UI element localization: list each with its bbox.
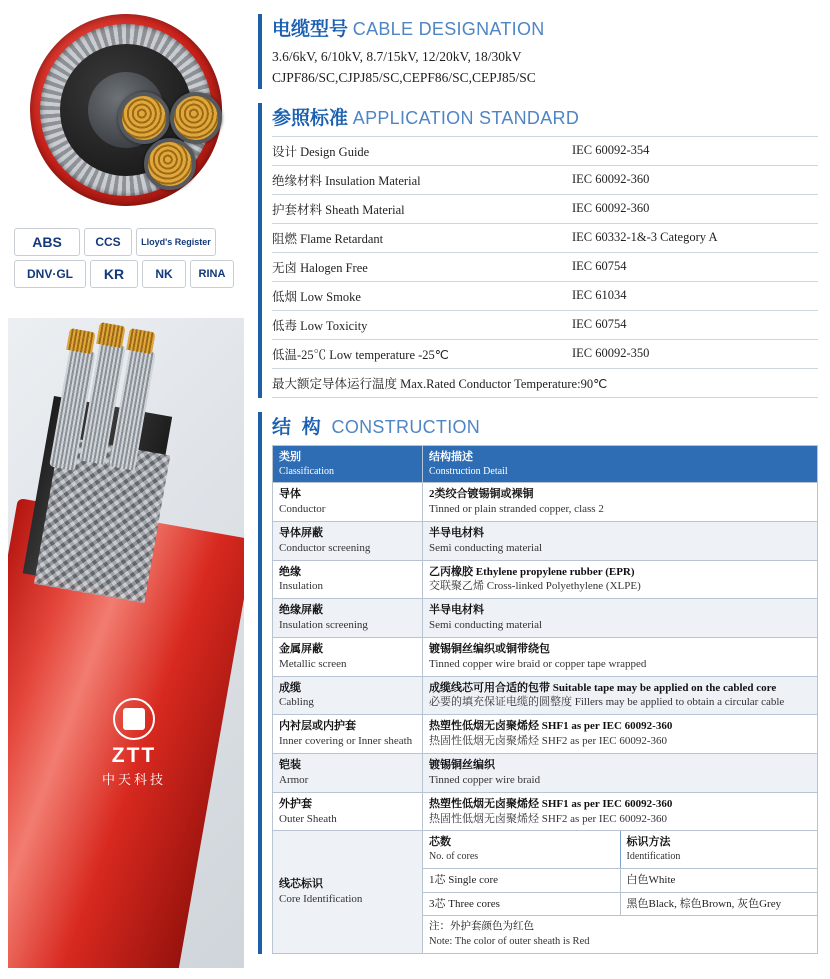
construction-col-classification xyxy=(273,445,423,482)
classification-en: Cabling xyxy=(279,696,314,709)
standard-key: 绝缘材料 Insulation Material xyxy=(272,165,572,194)
detail-line-1: 2类绞合镀锡铜或裸铜 xyxy=(429,488,534,501)
cert-logo-label: Lloyd's Register xyxy=(141,236,211,247)
standard-heading-en: APPLICATION STANDARD xyxy=(352,107,580,128)
detail-line-1: 热塑性低烟无卤聚烯烃 SHF1 as per IEC 60092-360 xyxy=(429,797,673,810)
subheader-cores-cn: 芯数 xyxy=(429,836,451,849)
construction-detail xyxy=(423,637,818,676)
cert-logo-lloyds xyxy=(136,228,216,256)
construction-detail xyxy=(423,676,818,715)
standard-max-temperature: 最大额定导体运行温度 Max.Rated Conductor Temperature:90℃ xyxy=(272,368,818,397)
cert-logo-ccs xyxy=(84,228,132,256)
standard-key: 低毒 Low Toxicity xyxy=(272,310,572,339)
classification-cn: 导体 xyxy=(279,488,301,501)
core-identification-note xyxy=(423,916,818,953)
detail-line-1: 成缆线芯可用合适的包带 Suitable tape may be applied on the cabled core xyxy=(429,681,777,694)
sheath-layer xyxy=(30,14,222,206)
cert-logo-label: RINA xyxy=(198,267,226,280)
classification-cn: 成缆 xyxy=(279,681,301,694)
conductor-1 xyxy=(118,92,170,144)
cable-cross-section-image xyxy=(8,14,244,224)
subheader-ident-cn: 标识方法 xyxy=(626,836,671,849)
standard-value: IEC 60092-354 xyxy=(572,136,818,165)
detail-line-1: 半导电材料 xyxy=(429,604,484,617)
construction-table-header-row xyxy=(273,445,818,482)
detail-line-1: 乙丙橡胶 Ethylene propylene rubber (EPR) xyxy=(429,565,635,578)
standard-heading-cn: 参照标准 xyxy=(272,107,349,129)
detail-line-2: Tinned copper wire braid xyxy=(429,773,541,786)
construction-heading xyxy=(272,412,818,439)
core-subtable-header xyxy=(423,831,817,867)
construction-detail xyxy=(423,560,818,599)
col-header-cn: 结构描述 xyxy=(429,450,473,463)
classification-en: Insulation xyxy=(279,580,323,593)
standard-key: 阻燃 Flame Retardant xyxy=(272,223,572,252)
detail-line-2: Tinned or plain stranded copper, class 2 xyxy=(429,503,604,516)
detail-line-1: 镀锡铜丝编织或铜带绕包 xyxy=(429,642,550,655)
core-identification-classification xyxy=(273,831,423,953)
table-row xyxy=(272,339,818,368)
table-row xyxy=(273,754,818,793)
standard-value: IEC 60754 xyxy=(572,252,818,281)
classification-cn: 绝缘屏蔽 xyxy=(279,604,323,617)
cert-logo-label: KR xyxy=(103,266,125,282)
designation-heading-cn: 电缆型号 xyxy=(272,19,349,40)
designation-heading xyxy=(272,14,818,41)
classification-en: Armor xyxy=(279,773,309,786)
standard-value: IEC 60092-360 xyxy=(572,165,818,194)
core-subtable-row xyxy=(423,893,817,916)
braid-layer xyxy=(40,24,212,196)
classification-cn: 线芯标识 xyxy=(279,878,323,891)
cert-logo-abs xyxy=(14,228,80,256)
ztt-logo-name: ZTT xyxy=(111,744,157,767)
standard-value: IEC 61034 xyxy=(572,281,818,310)
inner-sheath-layer xyxy=(60,44,192,176)
ztt-logo-cn: 中天科技 xyxy=(101,772,166,787)
core-identification-row-1 xyxy=(423,868,818,892)
table-row xyxy=(273,560,818,599)
table-row xyxy=(273,483,818,522)
section-cable-designation xyxy=(258,14,818,89)
table-row xyxy=(272,223,818,252)
core-color: 白色White xyxy=(620,869,817,892)
classification-en: Inner covering or Inner sheath xyxy=(279,735,413,748)
classification-en: Core Identification xyxy=(279,893,363,906)
subheader-cores xyxy=(423,831,620,867)
classification-cn: 外护套 xyxy=(279,797,312,810)
standard-value: IEC 60754 xyxy=(572,310,818,339)
construction-classification xyxy=(273,754,423,793)
construction-detail xyxy=(423,599,818,638)
designation-types: CJPF86/SC,CJPJ85/SC,CEPF86/SC,CEPJ85/SC xyxy=(272,69,536,85)
core-identification-header-row xyxy=(273,831,818,868)
cable-conductor-tip-1 xyxy=(66,328,95,354)
standard-key: 护套材料 Sheath Material xyxy=(272,194,572,223)
table-row xyxy=(273,715,818,754)
standard-key: 低烟 Low Smoke xyxy=(272,281,572,310)
construction-classification xyxy=(273,560,423,599)
construction-heading-cn: 结 构 xyxy=(272,416,324,438)
table-row xyxy=(273,521,818,560)
col-header-cn: 类别 xyxy=(279,450,301,463)
detail-line-2: 必要的填充保证电缆的圆整度 Fillers may be applied to obtain a circular cable xyxy=(429,696,785,709)
cert-logo-label: ABS xyxy=(32,234,62,250)
right-column xyxy=(258,14,818,954)
cert-logo-label: NK xyxy=(155,267,173,281)
detail-line-1: 镀锡铜丝编织 xyxy=(429,759,495,771)
classification-cn: 铠装 xyxy=(279,759,301,771)
detail-line-2: 热固性低烟无卤聚烯烃 SHF2 as per IEC 60092-360 xyxy=(429,735,668,748)
cable-conductor-tip-2 xyxy=(96,322,125,348)
detail-line-2: Semi conducting material xyxy=(429,541,543,554)
classification-en: Insulation screening xyxy=(279,619,368,632)
table-row xyxy=(272,136,818,165)
cable-product-photo xyxy=(8,318,244,968)
cert-logo-dnvgl xyxy=(14,260,86,288)
construction-classification xyxy=(273,715,423,754)
cable-conductor-tip-3 xyxy=(126,328,155,354)
table-row xyxy=(273,676,818,715)
designation-voltages: 3.6/6kV, 6/10kV, 8.7/15kV, 12/20kV, 18/30kV xyxy=(272,49,522,64)
ztt-logo xyxy=(88,698,180,788)
standard-key: 设计 Design Guide xyxy=(272,136,572,165)
conductor-3 xyxy=(144,138,196,190)
detail-line-1: 半导电材料 xyxy=(429,526,484,539)
core-identification-row-2 xyxy=(423,892,818,916)
standard-value: IEC 60092-350 xyxy=(572,339,818,368)
construction-detail xyxy=(423,521,818,560)
table-row xyxy=(423,831,817,867)
core-color: 黑色Black, 棕色Brown, 灰色Grey xyxy=(620,893,817,916)
table-row xyxy=(272,165,818,194)
note-en: Note: The color of outer sheath is Red xyxy=(429,935,590,947)
standard-table xyxy=(272,136,818,398)
construction-detail xyxy=(423,754,818,793)
left-column xyxy=(0,0,252,979)
detail-line-2: Semi conducting material xyxy=(429,619,543,632)
section-construction xyxy=(258,412,818,954)
construction-col-detail xyxy=(423,445,818,482)
certification-logos xyxy=(14,228,240,308)
cert-logo-nk xyxy=(142,260,186,288)
classification-cn: 金属屏蔽 xyxy=(279,642,323,655)
table-row xyxy=(272,194,818,223)
construction-classification xyxy=(273,676,423,715)
subheader-ident-en: Identification xyxy=(626,851,681,863)
standard-value: IEC 60092-360 xyxy=(572,194,818,223)
construction-detail xyxy=(423,715,818,754)
cable-core xyxy=(88,72,164,148)
construction-heading-en: CONSTRUCTION xyxy=(331,416,481,437)
detail-line-2: 交联聚乙烯 Cross-linked Polyethylene (XLPE) xyxy=(429,580,641,593)
section-application-standard xyxy=(258,103,818,398)
standard-key: 无卤 Halogen Free xyxy=(272,252,572,281)
table-row xyxy=(272,281,818,310)
classification-cn: 导体屏蔽 xyxy=(279,526,323,539)
standard-value: IEC 60332-1&-3 Category A xyxy=(572,223,818,252)
cert-logo-label: DNV·GL xyxy=(27,267,73,281)
classification-en: Outer Sheath xyxy=(279,812,337,825)
core-subtable-row xyxy=(423,869,817,892)
subheader-identification xyxy=(620,831,817,867)
subheader-cores-en: No. of cores xyxy=(429,851,479,863)
standard-key: 低温-25℃ Low temperature -25℃ xyxy=(272,339,572,368)
note-cn: 注：外护套颜色为红色 xyxy=(429,921,534,933)
cert-logo-kr xyxy=(90,260,138,288)
construction-classification xyxy=(273,599,423,638)
detail-line-1: 热塑性低烟无卤聚烯烃 SHF1 as per IEC 60092-360 xyxy=(429,720,673,733)
construction-detail xyxy=(423,792,818,831)
cert-logo-rina xyxy=(190,260,234,288)
col-header-en: Classification xyxy=(279,465,334,477)
construction-table xyxy=(272,445,818,954)
core-count: 3芯 Three cores xyxy=(423,893,620,916)
classification-en: Conductor xyxy=(279,503,326,516)
table-row xyxy=(272,252,818,281)
table-row xyxy=(273,599,818,638)
classification-cn: 绝缘 xyxy=(279,565,301,578)
construction-classification xyxy=(273,792,423,831)
core-identification-subtable xyxy=(423,831,818,868)
table-row xyxy=(273,637,818,676)
cert-logo-label: CCS xyxy=(95,235,121,249)
classification-en: Metallic screen xyxy=(279,657,347,670)
classification-en: Conductor screening xyxy=(279,541,371,554)
designation-heading-en: CABLE DESIGNATION xyxy=(352,19,545,39)
standard-heading xyxy=(272,103,818,130)
table-row xyxy=(272,310,818,339)
construction-classification xyxy=(273,483,423,522)
construction-classification xyxy=(273,637,423,676)
table-row xyxy=(423,893,817,916)
table-row xyxy=(273,792,818,831)
table-row xyxy=(423,869,817,892)
core-count: 1芯 Single core xyxy=(423,869,620,892)
ztt-mark-icon xyxy=(113,698,155,740)
classification-cn: 内衬层或内护套 xyxy=(279,720,356,733)
construction-detail xyxy=(423,483,818,522)
table-row xyxy=(272,368,818,397)
construction-classification xyxy=(273,521,423,560)
detail-line-2: 热固性低烟无卤聚烯烃 SHF2 as per IEC 60092-360 xyxy=(429,812,668,825)
conductor-2 xyxy=(170,92,222,144)
col-header-en: Construction Detail xyxy=(429,465,508,477)
detail-line-2: Tinned copper wire braid or copper tape wrapped xyxy=(429,657,647,670)
